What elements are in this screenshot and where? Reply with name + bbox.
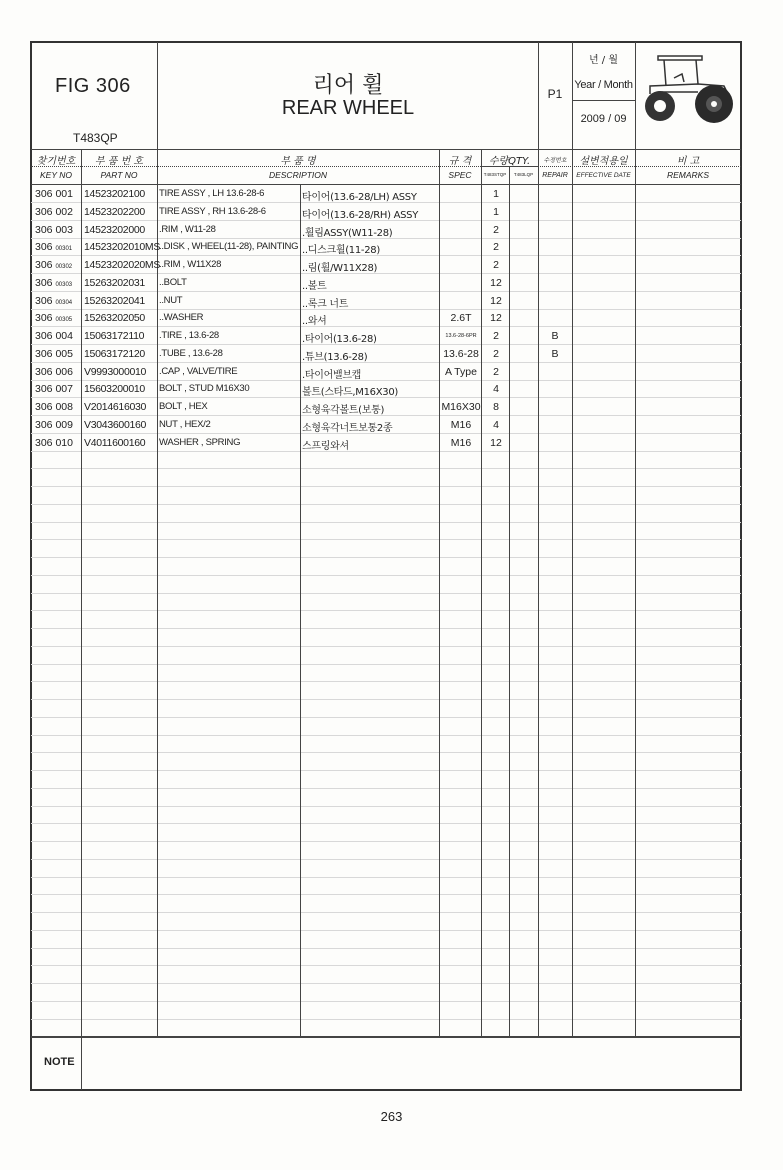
description: WASHER , SPRING [159, 437, 241, 448]
column-header-spec: SPEC [448, 170, 472, 180]
key-number [35, 348, 73, 360]
column-header-qty-model-1: T483STQP [483, 172, 507, 177]
key-code: 007 [55, 383, 73, 395]
description-korean: ..록크 너트 [302, 299, 349, 310]
description: ..NUT [159, 295, 183, 306]
key-code: 006 [55, 366, 73, 378]
year-month-label: Year / Month [574, 79, 633, 91]
key-number [35, 259, 72, 271]
description-korean: ..볼트 [302, 281, 327, 292]
description-korean: ..디스크휠(11-28) [302, 245, 380, 256]
description: ..DISK , WHEEL(11-28), PAINTING [159, 241, 299, 252]
table-row [32, 327, 740, 345]
key-number [35, 330, 73, 342]
part-number: V4011600160 [84, 437, 146, 449]
figure-ref: 306 [35, 419, 53, 431]
table-row [32, 416, 740, 434]
header-divider [572, 100, 635, 101]
column-header-part: PART NO [100, 170, 138, 180]
quantity: 12 [490, 295, 502, 307]
description: NUT , HEX/2 [159, 419, 211, 430]
table-row [32, 434, 740, 452]
figure-ref: 306 [35, 401, 53, 413]
spec: M16 [450, 437, 472, 449]
description: BOLT , HEX [159, 401, 208, 412]
column-header-description-korean: 부 품 명 [280, 156, 316, 167]
description: .TIRE , 13.6-28 [159, 330, 219, 341]
key-number [35, 312, 72, 324]
part-number: 15063172110 [84, 330, 145, 342]
figure-ref: 306 [35, 383, 53, 395]
part-number: 15263202031 [84, 277, 145, 289]
description: .TUBE , 13.6-28 [159, 348, 223, 359]
part-number: 15263202050 [84, 312, 145, 324]
key-number [35, 295, 72, 307]
description: ..BOLT [159, 277, 187, 288]
description: ..RIM , W11X28 [159, 259, 222, 270]
model-code: T483QP [73, 131, 118, 145]
repair-code: B [551, 348, 559, 360]
quantity: 12 [490, 277, 502, 289]
figure-ref: 306 [35, 241, 53, 253]
description-korean: 볼트(스타드,M16X30) [302, 387, 399, 398]
quantity: 2 [493, 330, 499, 342]
spec: M16 [450, 419, 472, 431]
key-number [35, 383, 73, 395]
note-label: NOTE [44, 1056, 75, 1068]
quantity: 2 [493, 259, 499, 271]
figure-ref: 306 [35, 312, 53, 324]
quantity: 1 [493, 188, 499, 200]
table-row [32, 309, 740, 327]
page-code: P1 [547, 87, 563, 101]
table-row [32, 274, 740, 292]
quantity: 8 [493, 401, 499, 413]
key-number [35, 241, 72, 253]
column-header-date: EFFECTIVE DATE [576, 172, 631, 179]
figure-ref: 306 [35, 437, 53, 449]
key-code: 00303 [55, 282, 73, 288]
header-divider [635, 42, 636, 150]
table-row [32, 238, 740, 256]
description: .CAP , VALVE/TIRE [159, 366, 238, 377]
column-header-qty: 수량QTY. [488, 156, 531, 167]
key-number [35, 401, 73, 413]
part-number: 15263202041 [84, 295, 145, 307]
column-header-date-korean: 설변적용일 [579, 156, 628, 167]
key-code: 004 [55, 330, 73, 342]
description-korean: 타이어(13.6-28/LH) ASSY [302, 192, 417, 203]
spec: 13.6-28 [443, 348, 479, 360]
key-number [35, 206, 73, 218]
description-korean: 소형육각너트보통2종 [302, 423, 393, 434]
description: TIRE ASSY , LH 13.6-28-6 [159, 188, 265, 199]
quantity: 1 [493, 206, 499, 218]
figure-ref: 306 [35, 206, 53, 218]
figure-ref: 306 [35, 366, 53, 378]
figure-ref: 306 [35, 224, 53, 236]
part-number: 15063172120 [84, 348, 145, 360]
key-number [35, 437, 73, 449]
key-code: 00305 [55, 317, 73, 323]
spec: M16X30 [441, 401, 481, 413]
column-header-part-korean: 부 품 번 호 [94, 156, 144, 167]
part-number: 14523202100 [84, 188, 145, 200]
table-row [32, 221, 740, 239]
key-code: 005 [55, 348, 73, 360]
quantity: 2 [493, 348, 499, 360]
description-korean: ..림(휠/W11X28) [302, 263, 378, 274]
figure-ref: 306 [35, 330, 53, 342]
table-row [32, 256, 740, 274]
key-code: 001 [55, 188, 73, 200]
figure-ref: 306 [35, 259, 53, 271]
page-title-korean: 리어 휠 [312, 73, 384, 98]
year-month-value: 2009 / 09 [580, 113, 627, 125]
column-header-qty-model-2: T483LQP [513, 172, 534, 177]
page-number: 263 [380, 1109, 403, 1124]
key-number [35, 277, 72, 289]
key-code: 002 [55, 206, 73, 218]
table-row [32, 185, 740, 203]
table-row [32, 203, 740, 221]
spec: 2.6T [450, 312, 472, 324]
quantity: 2 [493, 366, 499, 378]
key-number [35, 419, 73, 431]
column-header-remarks-korean: 비 고 [676, 156, 700, 167]
key-number [35, 224, 73, 236]
year-month-label-korean: 년 / 월 [588, 55, 619, 66]
figure-number: FIG 306 [55, 75, 131, 97]
quantity: 12 [490, 437, 502, 449]
table-row [32, 363, 740, 381]
part-number: 14523202020MS [84, 259, 161, 271]
key-number [35, 188, 73, 200]
quantity: 2 [493, 241, 499, 253]
part-number: V9993000010 [84, 366, 147, 378]
description-korean: .튜브(13.6-28) [302, 352, 368, 363]
description-korean: 스프링와셔 [302, 441, 349, 452]
tractor-icon [638, 48, 738, 126]
spec: 13.6-28-6PR [445, 333, 477, 339]
column-header-description: DESCRIPTION [268, 170, 328, 180]
quantity: 12 [490, 312, 502, 324]
part-number: V3043600160 [84, 419, 147, 431]
quantity: 4 [493, 383, 499, 395]
table-row [32, 292, 740, 310]
description-korean: 소형육각볼트(보통) [302, 405, 385, 416]
column-header-spec-korean: 규 격 [448, 156, 472, 167]
note-divider [81, 1037, 82, 1090]
key-code: 00301 [55, 246, 73, 252]
part-number: 14523202200 [84, 206, 145, 218]
figure-ref: 306 [35, 277, 53, 289]
column-header-key-korean: 찾기번호 [36, 156, 76, 167]
figure-ref: 306 [35, 188, 53, 200]
part-number: 14523202010MS [84, 241, 161, 253]
quantity: 2 [493, 224, 499, 236]
key-code: 00302 [55, 264, 73, 270]
repair-code: B [551, 330, 559, 342]
figure-ref: 306 [35, 295, 53, 307]
description-korean: .휠림ASSY(W11-28) [302, 228, 393, 239]
key-code: 003 [55, 224, 73, 236]
part-number: 15603200010 [84, 383, 145, 395]
description-korean: .타이어(13.6-28) [302, 334, 377, 345]
quantity: 4 [493, 419, 499, 431]
column-header-repair-korean: 수정번호 [543, 157, 567, 164]
key-code: 00304 [55, 300, 73, 306]
table-row [32, 398, 740, 416]
key-code: 010 [55, 437, 73, 449]
table-row [32, 345, 740, 363]
part-number: 14523202000 [84, 224, 145, 236]
spec: A Type [445, 366, 477, 378]
page-title: REAR WHEEL [281, 97, 415, 119]
key-code: 008 [55, 401, 73, 413]
description: ..WASHER [159, 312, 204, 323]
key-code: 009 [55, 419, 73, 431]
description-korean: ..와셔 [302, 316, 327, 327]
description: .RIM , W11-28 [159, 224, 216, 235]
description: TIRE ASSY , RH 13.6-28-6 [159, 206, 266, 217]
description: BOLT , STUD M16X30 [159, 383, 250, 394]
note-top-rule [31, 1036, 741, 1038]
key-number [35, 366, 73, 378]
description-korean: .타이어밸브캡 [302, 370, 362, 381]
figure-ref: 306 [35, 348, 53, 360]
description-korean: 타이어(13.6-28/RH) ASSY [302, 210, 419, 221]
column-header-remarks: REMARKS [666, 170, 710, 180]
table-row [32, 380, 740, 398]
column-header-key: KEY NO [40, 170, 72, 180]
column-header-repair: REPAIR [542, 172, 568, 179]
part-number: V2014616030 [84, 401, 147, 413]
